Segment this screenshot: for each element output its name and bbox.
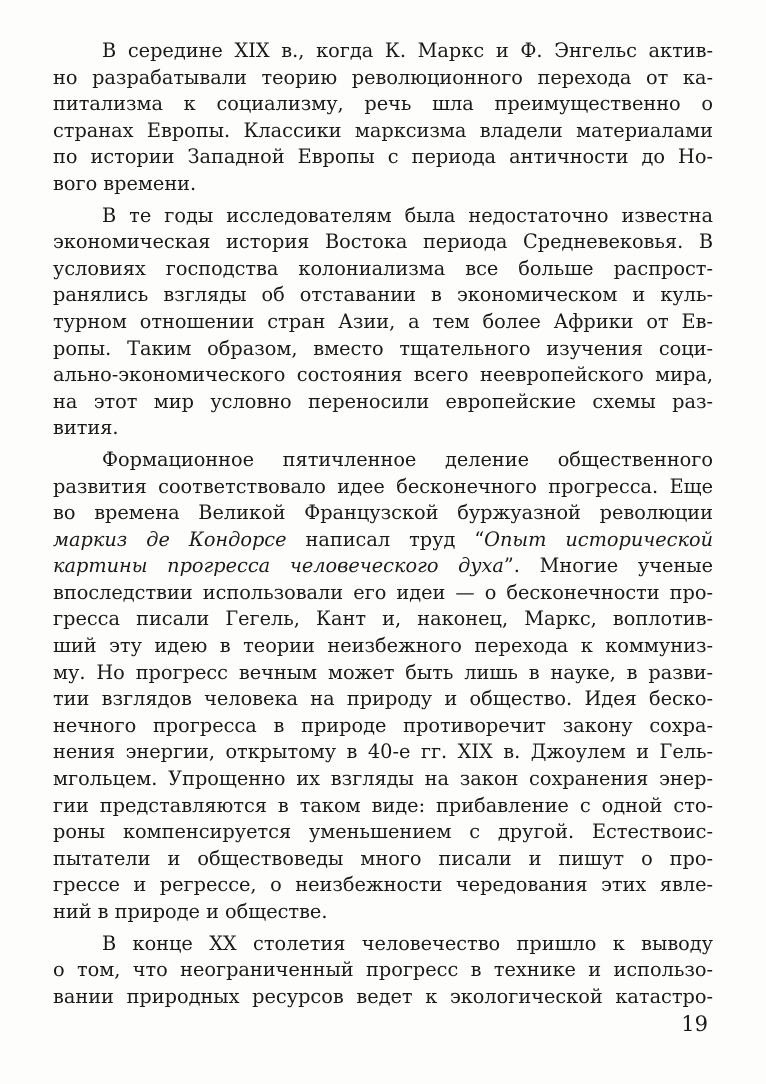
text-line: питализма к социализму, речь шла преимущественно о (53, 92, 713, 116)
book-title-italic: картины прогресса человеческого духа (53, 554, 504, 578)
text-line: но разрабатывали теорию революционного перехода от ка- (53, 65, 713, 89)
text-line: В те годы исследователям была недостаточно известна (102, 203, 713, 227)
author-name-italic: маркиз де Кондорсе (53, 527, 287, 551)
text-line: тии взглядов человека на природу и общество. Идея беско- (53, 687, 713, 711)
text-line: нения энергии, открытому в 40-е гг. XIX в. Джоулем и Гель- (53, 740, 713, 764)
text-line: пытатели и обществоведы много писали и пишут о про- (53, 846, 713, 870)
text-line: ропы. Таким образом, вместо тщательного изучения соци- (53, 336, 713, 360)
text-line: нечного прогресса в природе противоречит закону сохра- (53, 713, 713, 737)
text-line: В конце XX столетия человечество пришло к выводу (102, 931, 713, 955)
text-line: гресса писали Гегель, Кант и, наконец, Маркс, воплотив- (53, 607, 713, 631)
text-line: В середине XIX в., когда К. Маркс и Ф. Энгельс актив- (102, 39, 713, 62)
text-line: вого времени. (53, 171, 197, 195)
text-line: мгольцем. Упрощенно их взгляды на закон сохранения энер- (53, 767, 713, 791)
text-fragment: написал труд “ (286, 527, 485, 551)
text-line: развития соответствовало идее бесконечного прогресса. Еще (53, 474, 713, 498)
text-line: о том, что неограниченный прогресс в технике и использо- (53, 958, 713, 982)
paragraph-1 (53, 38, 713, 198)
text-line: экономическая история Востока периода Средневековья. В (53, 230, 713, 254)
text-line: ший эту идею в теории неизбежного перехода к коммуниз- (53, 634, 713, 658)
text-line: по истории Западной Европы с периода античности до Но- (53, 145, 713, 169)
text-line: условиях господства колониализма все больше распрост- (53, 256, 713, 280)
page-number: 19 (681, 1012, 708, 1036)
text-line: грессе и регрессе, о неизбежности чередования этих явле- (53, 873, 713, 897)
text-line: турном отношении стран Азии, а тем более Африки от Ев- (53, 309, 713, 333)
text-line: му. Но прогресс вечным может быть лишь в науке, в разви- (53, 660, 713, 684)
text-line: вании природных ресурсов ведет к экологической катастро- (53, 984, 713, 1008)
book-title-italic: Опыт исторической (484, 527, 713, 551)
text-line: впоследствии использовали его идеи — о бесконечности про- (53, 580, 713, 604)
text-line: гии представляются в таком виде: прибавление с одной сто- (53, 793, 713, 817)
text-line-with-italic (53, 553, 713, 580)
text-line: на этот мир условно переносили европейские схемы раз- (53, 389, 713, 413)
paragraph-4 (53, 931, 713, 1011)
text-line: во времена Великой Французской буржуазной революции (53, 501, 713, 525)
text-fragment: ”. Многие ученые (503, 554, 713, 578)
paragraph-3 (53, 447, 713, 926)
text-line: странах Европы. Классики марксизма владели материалами (53, 118, 713, 142)
text-line-with-italic (53, 527, 713, 554)
text-line: ально-экономического состояния всего неевропейского мира, (53, 363, 713, 387)
paragraph-2 (53, 203, 713, 442)
text-line: Формационное пятичленное деление общественного (102, 447, 713, 471)
text-line: ранялись взгляды об отставании в экономическом и куль- (53, 283, 713, 307)
body-text (53, 38, 713, 1010)
text-line: роны компенсируется уменьшением с другой. Естествоис- (53, 820, 713, 844)
text-line: ний в природе и обществе. (53, 900, 328, 923)
text-line: вития. (53, 416, 119, 440)
